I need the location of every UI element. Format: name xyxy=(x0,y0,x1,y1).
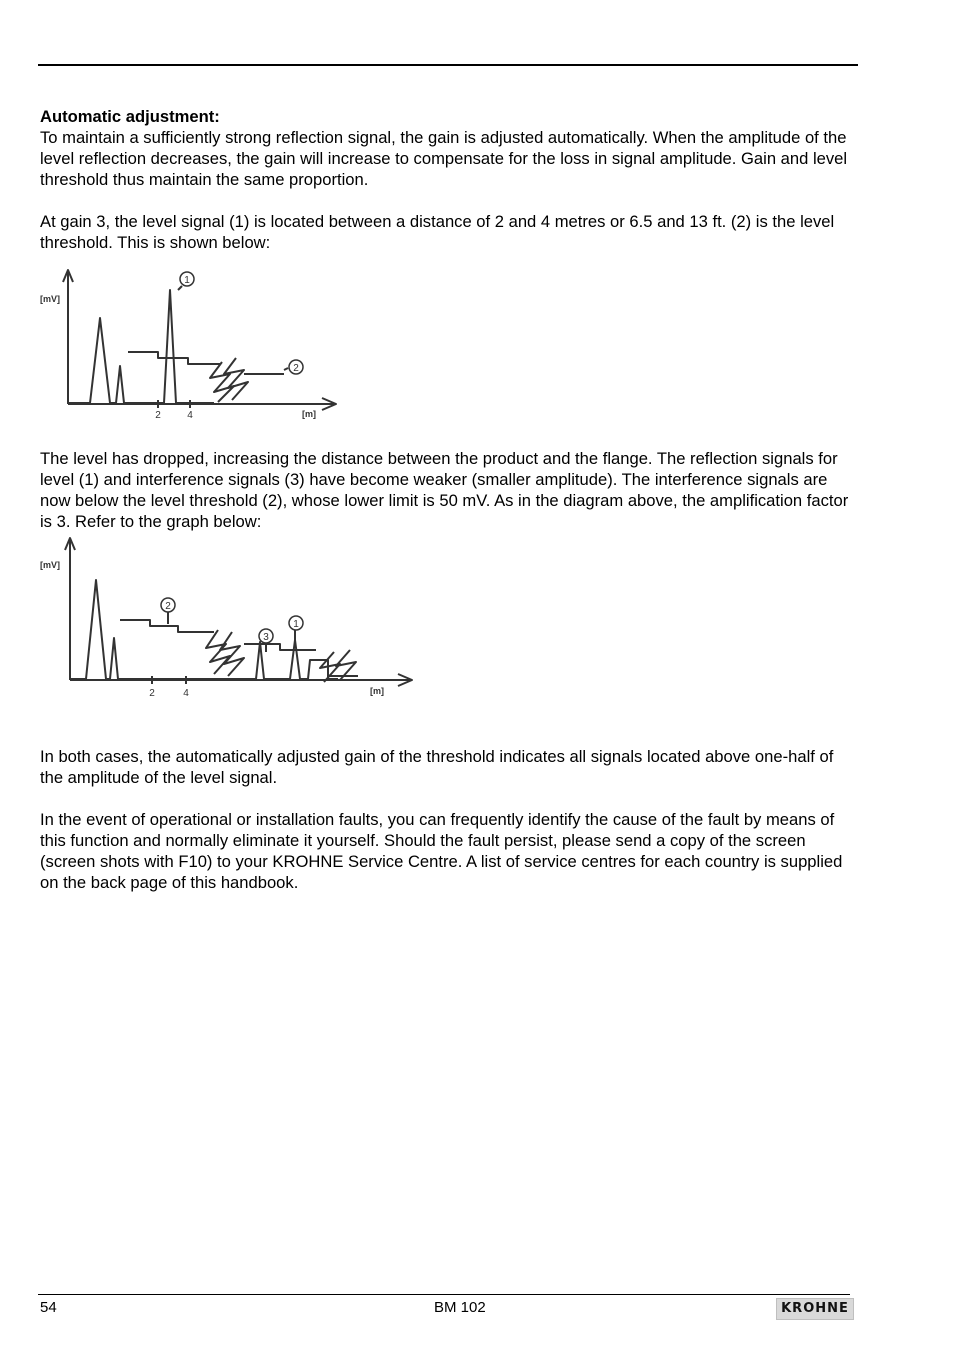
paragraph-gain-3: At gain 3, the level signal (1) is located between a distance of 2 and 4 metres or 6.5 and 13 ft. (2) is the level threshold. This is shown below: xyxy=(40,212,835,252)
paragraph-gain-intro: To maintain a sufficiently strong reflection signal, the gain is adjusted automatically. When the amplitude of the level reflection decreases, the gain will increase to compensate for the loss in signal amplitude. Gain and level threshold thus maintain the same proportion. xyxy=(40,128,848,189)
x-axis-unit: [m] xyxy=(302,409,316,419)
marker-1b-label: 1 xyxy=(293,619,299,630)
paragraph-both-cases: In both cases, the automatically adjusted gain of the threshold indicates all signals located above one-half of the amplitude of the level signal. xyxy=(40,747,834,787)
page-content xyxy=(40,106,860,253)
paragraph-faults: In the event of operational or installation faults, you can frequently identify the cause of the fault by means of this function and normally eliminate it yourself. Should the fault persist, please send a copy of the screen (screen shots with F10) to your KROHNE Service Centre. A list of service centres for each country is supplied on the back page of this handbook. xyxy=(40,810,843,892)
krohne-logo: KROHNE xyxy=(776,1298,854,1320)
page-content-3 xyxy=(40,746,860,893)
signal-diagram-gain-3 xyxy=(38,266,348,426)
y-axis-unit: [mV] xyxy=(40,294,60,304)
header-rule xyxy=(38,64,858,66)
paragraph-level-dropped: The level has dropped, increasing the distance between the product and the flange. The reflection signals for level (1) and interference signals (3) have become weaker (smaller amplitude). The interference signals are now below the level threshold (2), whose lower limit is 50 mV. As in the diagram above, the amplification factor is 3. Refer to the graph below: xyxy=(40,449,849,531)
x-tick-label-2: 2 xyxy=(155,410,161,421)
marker-2b-label: 2 xyxy=(165,601,171,612)
section-heading: Automatic adjustment: xyxy=(40,107,220,126)
x-tick-label-4b: 4 xyxy=(183,688,189,699)
footer-rule xyxy=(38,1294,850,1295)
document-id: BM 102 xyxy=(434,1299,486,1316)
marker-3-label: 3 xyxy=(263,632,269,643)
marker-2-label: 2 xyxy=(293,363,299,374)
page-number: 54 xyxy=(40,1299,57,1316)
marker-1-label: 1 xyxy=(184,275,190,286)
page-content-2 xyxy=(40,448,860,532)
x-tick-label-2b: 2 xyxy=(149,688,155,699)
x-axis-unit-2: [m] xyxy=(370,686,384,696)
y-axis-unit-2: [mV] xyxy=(40,560,60,570)
x-tick-label-4: 4 xyxy=(187,410,193,421)
signal-diagram-level-dropped xyxy=(38,534,418,704)
